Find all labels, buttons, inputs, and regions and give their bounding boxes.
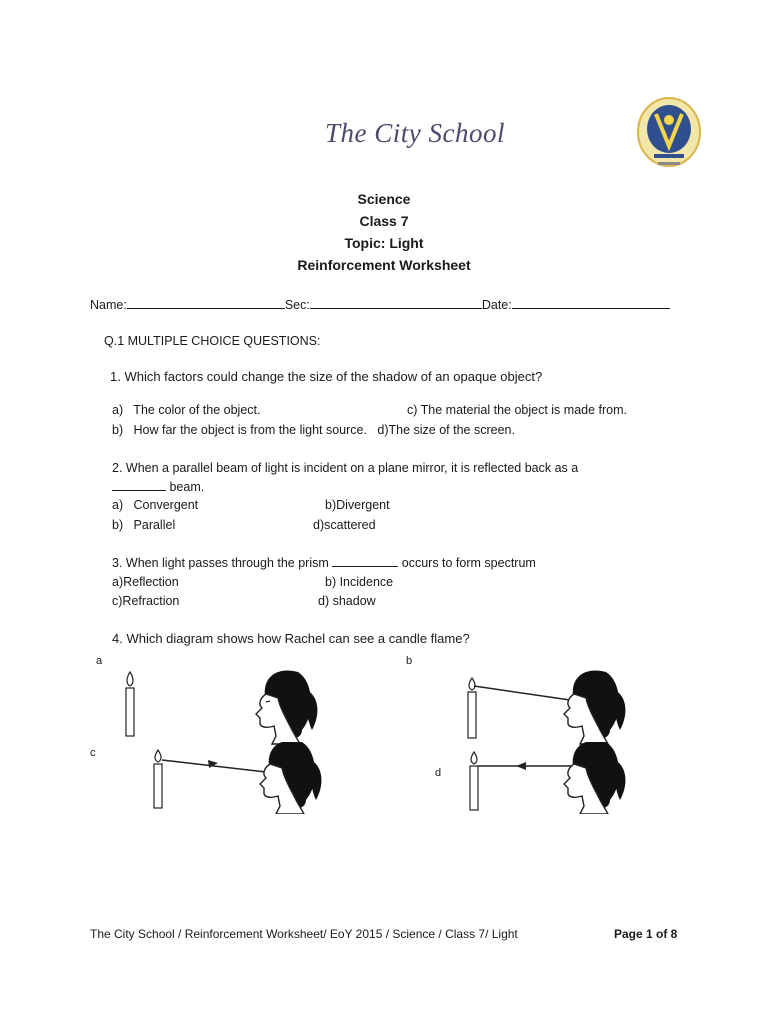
ray-arrow-icon xyxy=(516,762,526,770)
light-ray xyxy=(474,686,570,700)
q2-option-b: b)Divergent xyxy=(325,498,390,512)
girl-head-icon xyxy=(564,670,625,744)
candle-flame-icon xyxy=(155,750,161,762)
diagram-d xyxy=(462,742,637,814)
diagram-a xyxy=(118,668,328,746)
topic-title: Topic: Light xyxy=(344,235,424,251)
school-name: The City School xyxy=(325,118,505,148)
candle-icon xyxy=(154,764,162,808)
q3-blank[interactable] xyxy=(332,555,398,567)
page-number: Page 1 of 8 xyxy=(614,927,678,941)
q3-option-d: d) shadow xyxy=(318,594,376,608)
date-field[interactable] xyxy=(512,297,670,309)
sec-field[interactable] xyxy=(310,297,482,309)
candle-flame-icon xyxy=(469,678,475,690)
candle-flame-icon xyxy=(471,752,477,764)
diagram-label-b: b xyxy=(406,655,413,667)
subject-title: Science xyxy=(357,191,411,207)
q1-option-a: a) The color of the object. xyxy=(112,403,261,417)
girl-head-icon xyxy=(564,742,625,814)
q3-text-after: occurs to form spectrum xyxy=(401,556,536,570)
candle-icon xyxy=(126,688,134,736)
light-ray xyxy=(162,760,266,772)
question-4: 4. Which diagram shows how Rachel can see a candle flame? xyxy=(112,631,470,646)
q2-option-d: d)scattered xyxy=(313,518,376,532)
diagram-label-c: c xyxy=(90,747,96,759)
question-1: 1. Which factors could change the size of the shadow of an opaque object? xyxy=(110,369,543,384)
school-crest-logo xyxy=(636,96,702,172)
q3-option-b: b) Incidence xyxy=(325,575,394,589)
name-field[interactable] xyxy=(127,297,285,309)
q1-option-b-d: b) How far the object is from the light source. d)The size of the screen. xyxy=(112,423,515,437)
info-fields-row xyxy=(90,297,670,312)
question-3 xyxy=(112,555,536,570)
candle-icon xyxy=(468,692,476,738)
diagram-c xyxy=(148,742,338,814)
candle-flame-icon xyxy=(127,672,133,686)
q3-text-before: 3. When light passes through the prism xyxy=(112,556,329,570)
sec-label: Sec: xyxy=(284,298,310,312)
class-title: Class 7 xyxy=(359,213,409,229)
footer-left: The City School / Reinforcement Worksheet/ EoY 2015 / Science / Class 7/ Light xyxy=(90,927,518,941)
name-label: Name: xyxy=(90,298,127,312)
q2-option-a: a) Convergent xyxy=(112,498,199,512)
diagram-label-d: d xyxy=(435,767,442,779)
girl-head-icon xyxy=(256,670,317,744)
q3-option-c: c)Refraction xyxy=(112,594,180,608)
diagram-b xyxy=(460,668,635,746)
q2-option-c: b) Parallel xyxy=(112,518,176,532)
section-heading: Q.1 MULTIPLE CHOICE QUESTIONS: xyxy=(104,334,321,348)
girl-head-icon xyxy=(260,742,321,814)
q1-option-c: c) The material the object is made from. xyxy=(407,403,627,417)
q2-blank[interactable] xyxy=(112,479,166,491)
question-2: 2. When a parallel beam of light is incident on a plane mirror, it is reflected back as a xyxy=(112,461,579,475)
candle-icon xyxy=(470,766,478,810)
question-2-continued xyxy=(112,479,204,494)
q2-cont-text: beam. xyxy=(169,480,205,494)
diagram-label-a: a xyxy=(96,655,103,667)
worksheet-title: Reinforcement Worksheet xyxy=(297,257,471,273)
q3-option-a: a)Reflection xyxy=(112,575,179,589)
date-label: Date: xyxy=(481,298,512,312)
